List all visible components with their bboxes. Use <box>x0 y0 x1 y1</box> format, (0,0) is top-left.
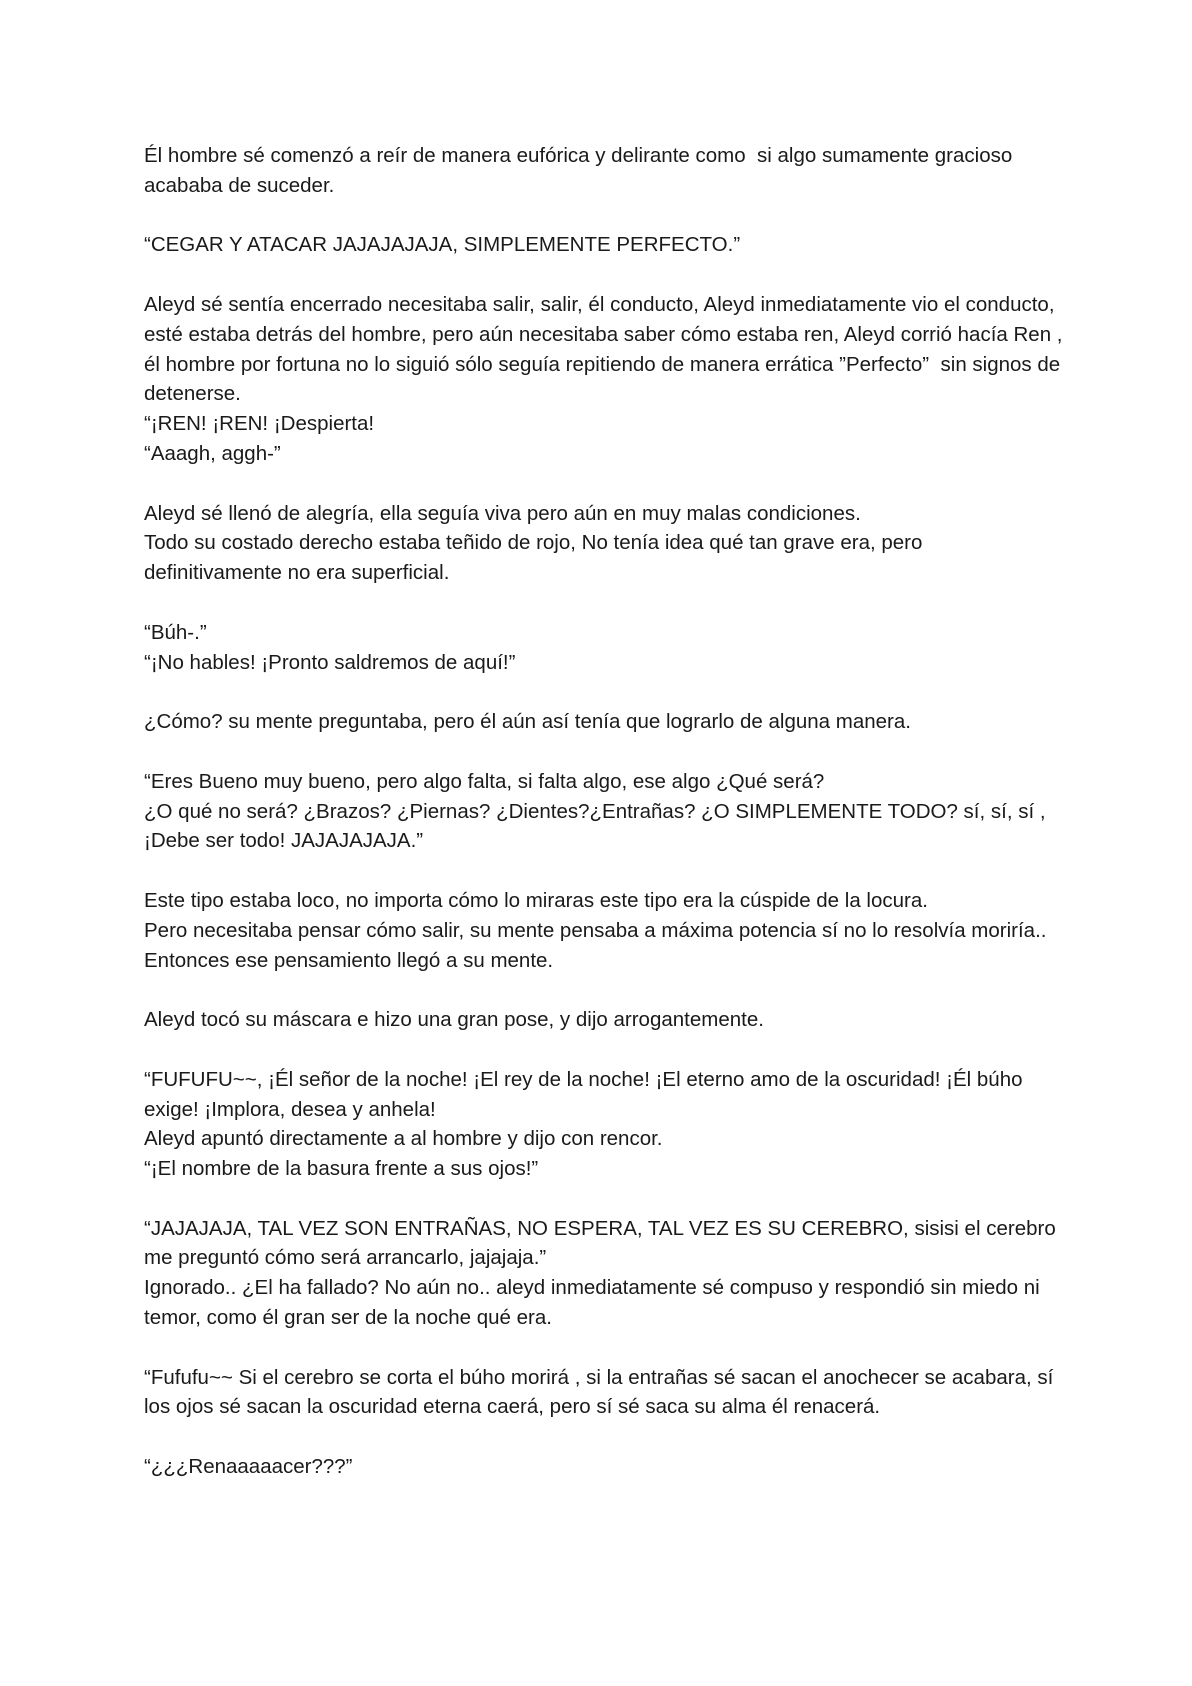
dialogue-line: “FUFUFU~~, ¡Él señor de la noche! ¡El rey de la noche! ¡El eterno amo de la oscuridad! ¡Él búho exige! ¡Implora, desea y anhela! <box>144 1067 1029 1121</box>
dialogue-line: “¡El nombre de la basura frente a sus ojos!” <box>144 1157 539 1181</box>
paragraph: Aleyd sé sentía encerrado necesitaba salir, salir, él conducto, Aleyd inmediatamente vio el conducto, esté estaba detrás del hombre, pero aún necesitaba saber cómo estaba ren, Aleyd corrió hacía Ren , él hombre por fortuna no lo siguió sólo seguía repitiendo de manera errática ”Perfecto” sin signos de detenerse. <box>144 292 1069 406</box>
dialogue-line: “¡REN! ¡REN! ¡Despierta! <box>144 412 375 436</box>
paragraph-gap <box>144 1184 1064 1214</box>
paragraph-gap <box>144 201 1064 231</box>
paragraph-gap <box>144 975 1064 1005</box>
dialogue-line: “¡No hables! ¡Pronto saldremos de aquí!” <box>144 650 516 674</box>
paragraph: Ignorado.. ¿El ha fallado? No aún no.. aleyd inmediatamente sé compuso y respondió sin miedo ni temor, como él gran ser de la noche qué era. <box>144 1276 1046 1330</box>
paragraph-gap <box>144 588 1064 618</box>
paragraph-gap <box>144 737 1064 767</box>
paragraph: Él hombre sé comenzó a reír de manera eufórica y delirante como si algo sumamente gracioso acababa de suceder. <box>144 144 1018 197</box>
dialogue-line: “Búh-.” <box>144 620 207 644</box>
paragraph-gap <box>144 260 1064 290</box>
paragraph-gap <box>144 469 1064 499</box>
paragraph: ¿Cómo? su mente preguntaba, pero él aún así tenía que lograrlo de alguna manera. <box>144 710 911 734</box>
dialogue-line: “Eres Bueno muy bueno, pero algo falta, si falta algo, ese algo ¿Qué será? <box>144 769 825 793</box>
dialogue-line: ¿O qué no será? ¿Brazos? ¿Piernas? ¿Dientes?¿Entrañas? ¿O SIMPLEMENTE TODO? sí, sí, sí , ¡Debe ser todo! JAJAJAJAJA.” <box>144 799 1052 853</box>
paragraph: Pero necesitaba pensar cómo salir, su mente pensaba a máxima potencia sí no lo resolvía moriría.. Entonces ese pensamiento llegó a su mente. <box>144 918 1053 972</box>
paragraph-gap <box>144 1422 1064 1452</box>
dialogue-line: “JAJAJAJA, TAL VEZ SON ENTRAÑAS, NO ESPERA, TAL VEZ ES SU CEREBRO, sisisi el cerebro me preguntó cómo será arrancarlo, jajajaja.” <box>144 1216 1062 1270</box>
paragraph-gap <box>144 1333 1064 1363</box>
paragraph: Aleyd apuntó directamente a al hombre y dijo con rencor. <box>144 1127 663 1151</box>
document-body <box>144 141 1069 1482</box>
paragraph: Todo su costado derecho estaba teñido de rojo, No tenía idea qué tan grave era, pero definitivamente no era superficial. <box>144 531 929 585</box>
dialogue-line: “Aaagh, aggh-” <box>144 441 281 465</box>
paragraph: Aleyd tocó su máscara e hizo una gran pose, y dijo arrogantemente. <box>144 1008 764 1032</box>
paragraph-gap <box>144 856 1064 886</box>
paragraph: “CEGAR Y ATACAR JAJAJAJAJA, SIMPLEMENTE PERFECTO.” <box>144 233 741 257</box>
paragraph-gap <box>144 677 1064 707</box>
paragraph: Este tipo estaba loco, no importa cómo lo miraras este tipo era la cúspide de la locura. <box>144 888 928 912</box>
dialogue-line: “Fufufu~~ Si el cerebro se corta el búho morirá , si la entrañas sé sacan el anochecer se acabara, sí los ojos sé sacan la oscuridad eterna caerá, pero sí sé saca su alma él renacerá. <box>144 1365 1060 1419</box>
paragraph: Aleyd sé llenó de alegría, ella seguía viva pero aún en muy malas condiciones. <box>144 501 861 525</box>
dialogue-line: “¿¿¿Renaaaaacer???” <box>144 1455 353 1479</box>
paragraph-gap <box>144 1035 1064 1065</box>
